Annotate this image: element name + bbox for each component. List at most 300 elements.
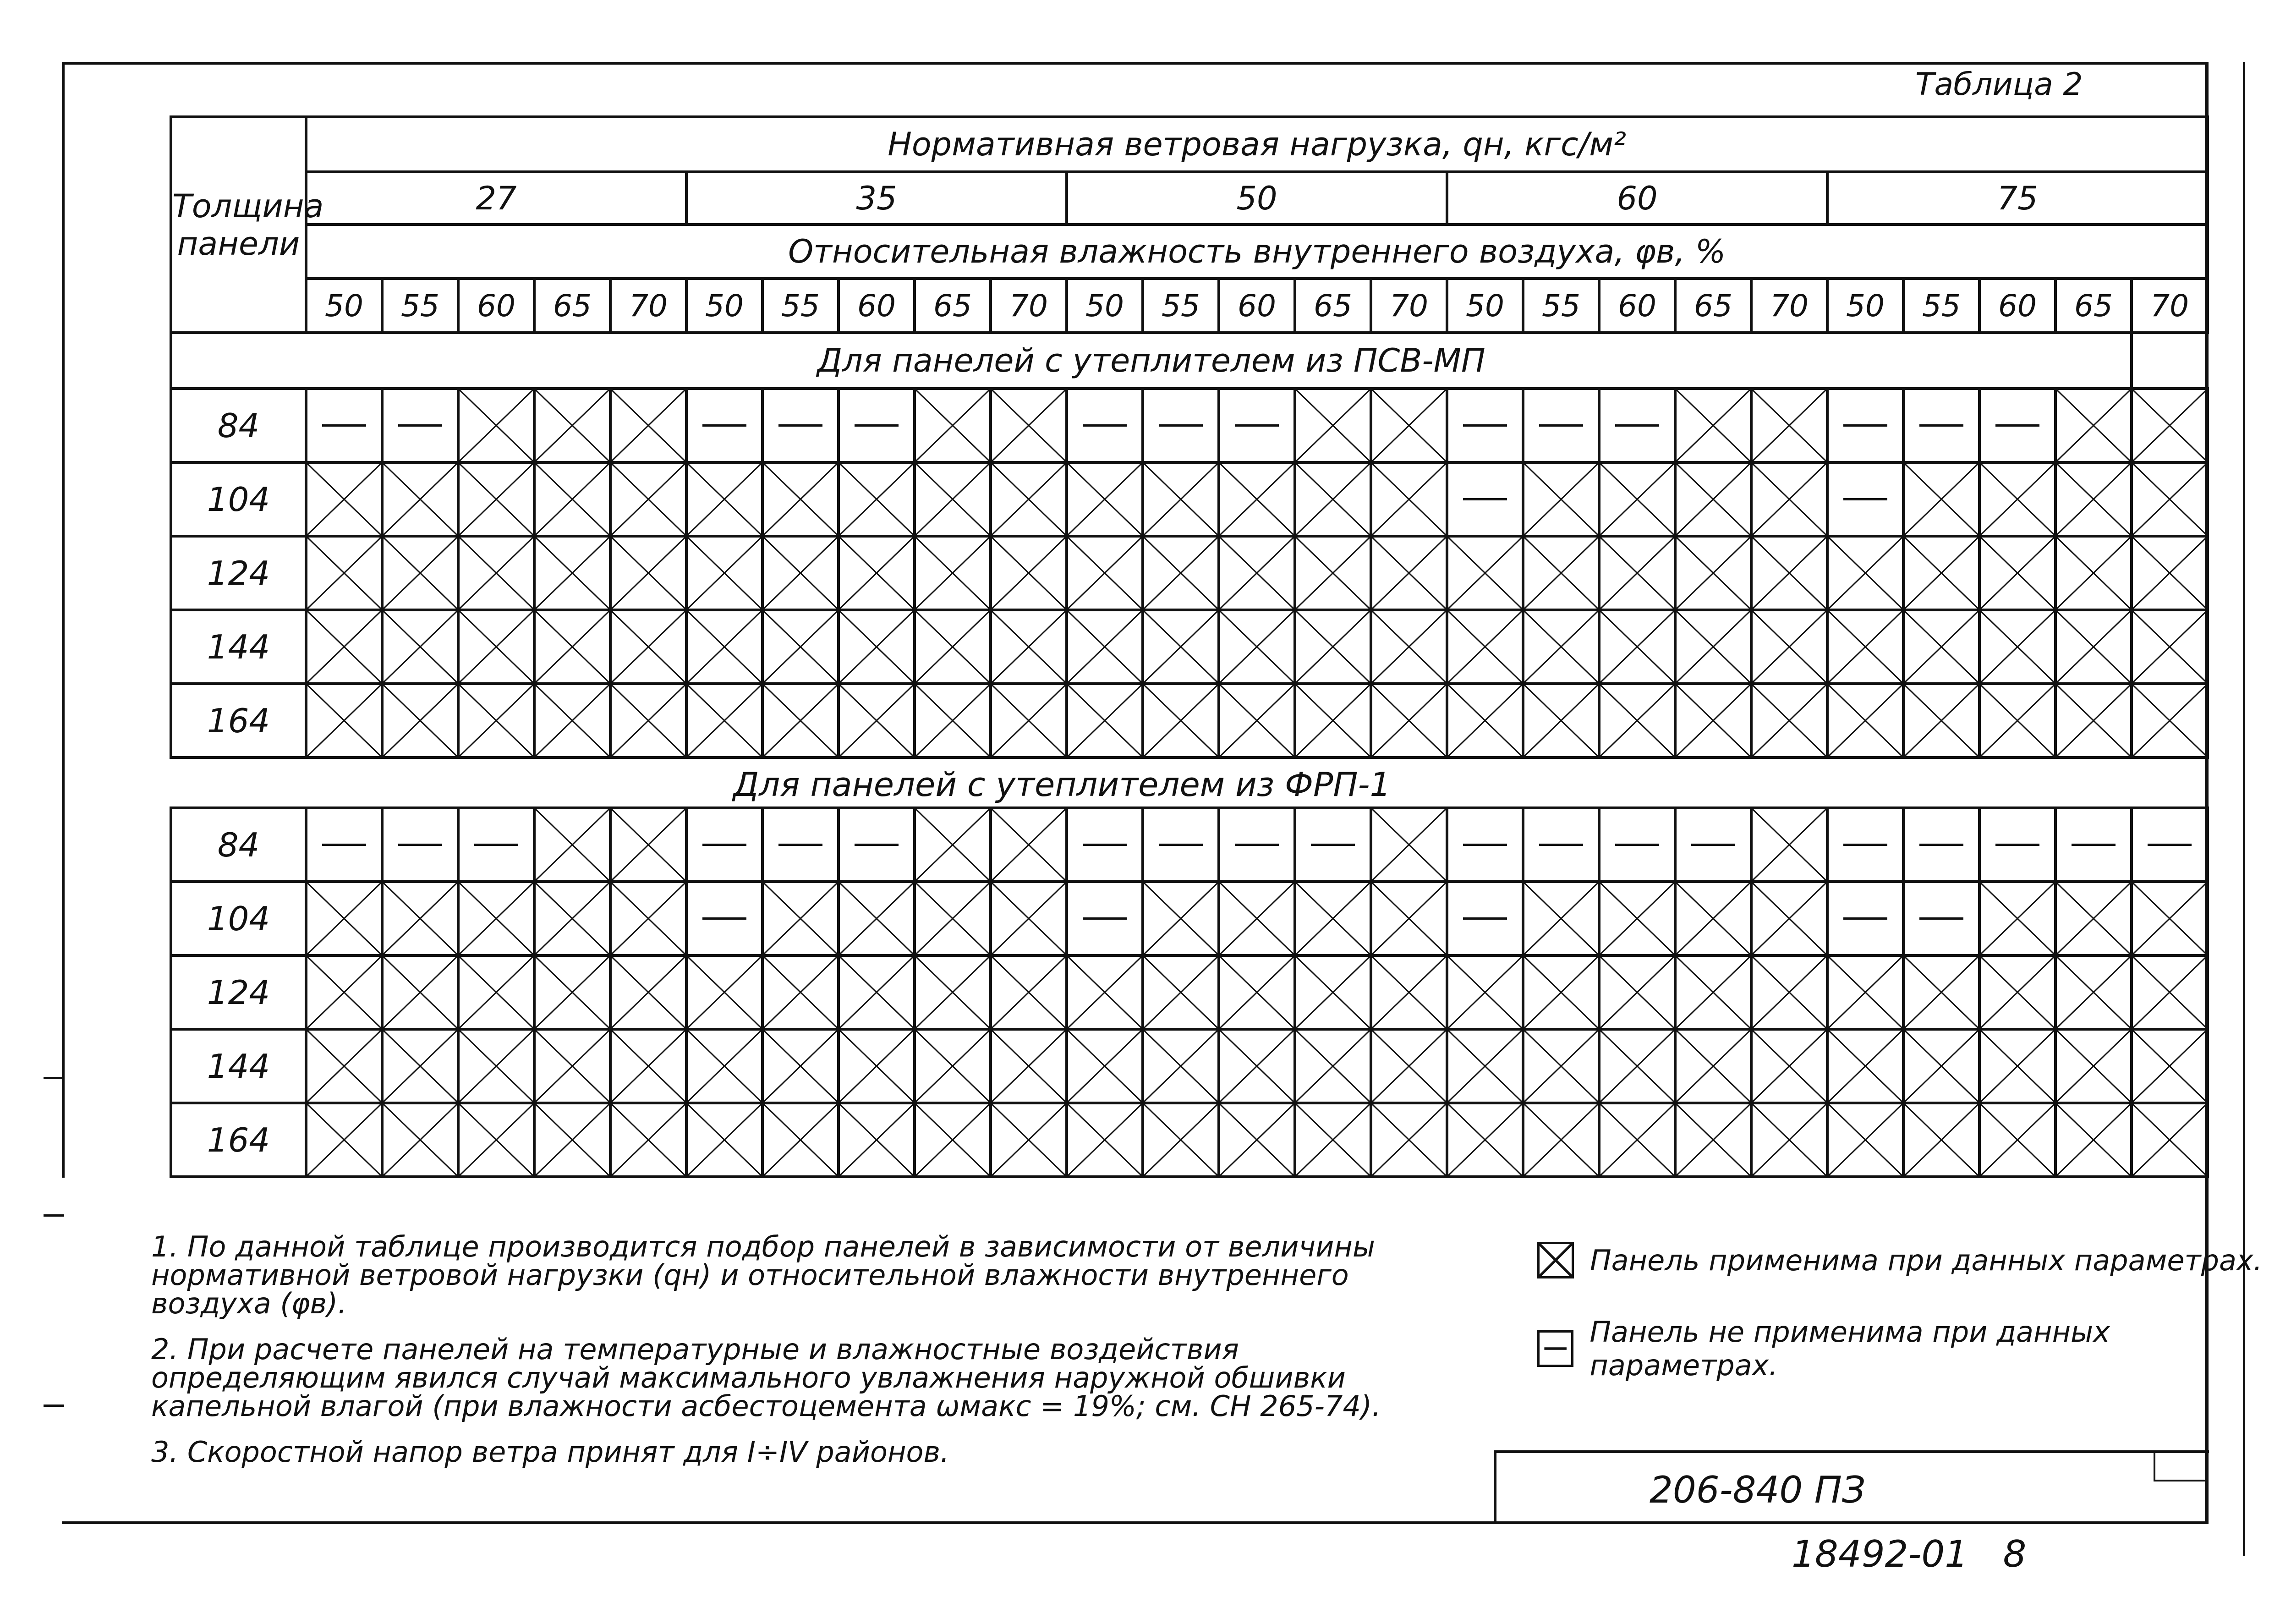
- applicable-cross-icon: [991, 955, 1067, 1029]
- applicable-cross-icon: [991, 462, 1067, 536]
- applicable-cross-icon: [610, 462, 686, 536]
- applicable-cross-icon: [534, 389, 610, 462]
- applicable-cross-icon: [1219, 882, 1295, 955]
- applicable-cross-icon: [1599, 1029, 1675, 1103]
- applicable-cross-icon: [1371, 1103, 1447, 1177]
- not-applicable-dash-icon: [686, 808, 762, 882]
- humidity-value: 70: [1371, 279, 1447, 333]
- not-applicable-dash-icon: [1219, 808, 1295, 882]
- section1-title: Для панелей с утеплителем из ПСВ-МП: [171, 333, 2132, 389]
- applicable-cross-icon: [1523, 1103, 1599, 1177]
- margin-tick: [44, 1077, 64, 1079]
- not-applicable-dash-icon: [1447, 462, 1523, 536]
- applicable-cross-icon: [915, 610, 991, 684]
- applicable-cross-icon: [458, 1103, 534, 1177]
- humidity-value: 60: [1599, 279, 1675, 333]
- applicable-cross-icon: [1903, 684, 1979, 757]
- doc-number-value: 18492-01: [1792, 1533, 1968, 1575]
- not-applicable-dash-icon: [1523, 808, 1599, 882]
- applicable-cross-icon: [610, 808, 686, 882]
- applicable-cross-icon: [1751, 610, 1827, 684]
- applicable-cross-icon: [2132, 1029, 2208, 1103]
- applicable-cross-icon: [1371, 1029, 1447, 1103]
- applicable-cross-icon: [839, 1029, 915, 1103]
- applicable-cross-icon: [458, 1029, 534, 1103]
- applicable-cross-icon: [686, 536, 762, 610]
- panel-thickness: 164: [171, 1103, 306, 1177]
- not-applicable-dash-icon: [2132, 808, 2208, 882]
- applicable-cross-icon: [2132, 536, 2208, 610]
- humidity-value: 55: [762, 279, 839, 333]
- applicable-cross-icon: [1295, 882, 1371, 955]
- applicable-cross-icon: [762, 882, 839, 955]
- applicable-cross-icon: [1067, 1103, 1143, 1177]
- applicable-cross-icon: [915, 955, 991, 1029]
- applicable-cross-icon: [1371, 808, 1447, 882]
- applicable-cross-icon: [1979, 536, 2055, 610]
- applicable-cross-icon: [1751, 1029, 1827, 1103]
- applicable-cross-icon: [1903, 536, 1979, 610]
- table-row: [171, 389, 2208, 462]
- applicable-cross-icon: [1675, 1103, 1751, 1177]
- humidity-value: 60: [458, 279, 534, 333]
- applicable-cross-icon: [1675, 955, 1751, 1029]
- wind-load-value: 75: [1827, 172, 2208, 225]
- panel-thickness: 144: [171, 610, 306, 684]
- not-applicable-dash-icon: [1827, 808, 1903, 882]
- not-applicable-dash-icon: [306, 808, 382, 882]
- not-applicable-dash-icon: [686, 389, 762, 462]
- applicable-cross-icon: [1447, 1103, 1523, 1177]
- applicable-cross-icon: [1751, 955, 1827, 1029]
- applicable-cross-icon: [610, 610, 686, 684]
- applicable-cross-icon: [1751, 462, 1827, 536]
- applicable-cross-icon: [1979, 955, 2055, 1029]
- applicable-cross-icon: [1523, 1029, 1599, 1103]
- applicable-cross-icon: [1751, 389, 1827, 462]
- not-applicable-dash-icon: [2055, 808, 2132, 882]
- applicable-cross-icon: [1447, 1029, 1523, 1103]
- applicable-cross-icon: [839, 610, 915, 684]
- not-applicable-dash-icon: [1447, 389, 1523, 462]
- table-row: [171, 462, 2208, 536]
- applicable-cross-icon: [2132, 462, 2208, 536]
- margin-tick: [44, 1214, 64, 1217]
- applicable-cross-icon: [1599, 882, 1675, 955]
- applicable-cross-icon: [1903, 1029, 1979, 1103]
- applicable-cross-icon: [991, 536, 1067, 610]
- applicable-cross-icon: [458, 955, 534, 1029]
- applicable-cross-icon: [686, 955, 762, 1029]
- applicable-cross-icon: [1067, 684, 1143, 757]
- applicable-cross-icon: [306, 882, 382, 955]
- applicable-cross-icon: [1979, 684, 2055, 757]
- not-applicable-dash-icon: [1067, 808, 1143, 882]
- note-3: 3. Скоростной напор ветра принят для I÷IV районов.: [151, 1435, 949, 1469]
- applicable-cross-icon: [458, 882, 534, 955]
- applicable-cross-icon: [991, 389, 1067, 462]
- applicable-cross-icon: [686, 684, 762, 757]
- applicable-cross-icon: [2055, 882, 2132, 955]
- wind-load-header: Нормативная ветровая нагрузка, qн, кгс/м²: [306, 117, 2208, 172]
- applicable-cross-icon: [1523, 610, 1599, 684]
- applicable-cross-icon: [1447, 610, 1523, 684]
- applicable-cross-icon: [1143, 462, 1219, 536]
- applicable-cross-icon: [1675, 684, 1751, 757]
- applicable-cross-icon: [458, 684, 534, 757]
- applicable-cross-icon: [1219, 1103, 1295, 1177]
- humidity-value: 55: [382, 279, 458, 333]
- humidity-value: 60: [1219, 279, 1295, 333]
- margin-tick: [44, 1405, 64, 1407]
- applicable-cross-icon: [1599, 610, 1675, 684]
- not-applicable-dash-icon: [1903, 882, 1979, 955]
- applicable-cross-icon: [1295, 536, 1371, 610]
- dash-box-icon: [1537, 1330, 1573, 1367]
- applicable-cross-icon: [1371, 389, 1447, 462]
- humidity-value: 65: [1675, 279, 1751, 333]
- applicable-cross-icon: [534, 610, 610, 684]
- not-applicable-dash-icon: [1979, 389, 2055, 462]
- not-applicable-dash-icon: [306, 389, 382, 462]
- applicable-cross-icon: [991, 1029, 1067, 1103]
- applicable-cross-icon: [534, 1029, 610, 1103]
- applicable-cross-icon: [762, 684, 839, 757]
- applicable-cross-icon: [1447, 536, 1523, 610]
- applicable-cross-icon: [1827, 955, 1903, 1029]
- applicable-cross-icon: [610, 1029, 686, 1103]
- applicable-cross-icon: [762, 1029, 839, 1103]
- applicable-cross-icon: [1295, 1029, 1371, 1103]
- applicable-cross-icon: [382, 955, 458, 1029]
- applicable-cross-icon: [458, 610, 534, 684]
- panel-thickness: 144: [171, 1029, 306, 1103]
- applicable-cross-icon: [1903, 462, 1979, 536]
- applicable-cross-icon: [1903, 610, 1979, 684]
- applicable-cross-icon: [686, 1029, 762, 1103]
- applicable-cross-icon: [762, 536, 839, 610]
- applicable-cross-icon: [610, 536, 686, 610]
- applicable-cross-icon: [1295, 955, 1371, 1029]
- not-applicable-dash-icon: [1599, 389, 1675, 462]
- applicable-cross-icon: [991, 1103, 1067, 1177]
- humidity-value: 50: [306, 279, 382, 333]
- applicable-cross-icon: [534, 808, 610, 882]
- table-row: [171, 808, 2208, 882]
- applicable-cross-icon: [610, 389, 686, 462]
- panel-thickness: 84: [171, 389, 306, 462]
- panel-thickness: 104: [171, 882, 306, 955]
- applicable-cross-icon: [382, 462, 458, 536]
- applicable-cross-icon: [1599, 1103, 1675, 1177]
- not-applicable-dash-icon: [1295, 808, 1371, 882]
- applicable-cross-icon: [610, 684, 686, 757]
- table-row: [171, 1103, 2208, 1177]
- legend-applicable: [1537, 1242, 2262, 1278]
- applicable-cross-icon: [1751, 684, 1827, 757]
- applicable-cross-icon: [1675, 610, 1751, 684]
- applicable-cross-icon: [306, 536, 382, 610]
- notes: [151, 1230, 1388, 1484]
- applicable-cross-icon: [915, 684, 991, 757]
- applicable-cross-icon: [1903, 955, 1979, 1029]
- applicable-cross-icon: [1143, 955, 1219, 1029]
- panel-thickness: 104: [171, 462, 306, 536]
- applicable-cross-icon: [2055, 955, 2132, 1029]
- humidity-value: 70: [1751, 279, 1827, 333]
- applicable-cross-icon: [1979, 882, 2055, 955]
- applicable-cross-icon: [534, 882, 610, 955]
- applicable-cross-icon: [1295, 462, 1371, 536]
- table-section-2: [170, 807, 2209, 1178]
- applicable-cross-icon: [2132, 882, 2208, 955]
- applicable-cross-icon: [839, 1103, 915, 1177]
- cross-box-icon: [1537, 1242, 1574, 1278]
- not-applicable-dash-icon: [1827, 462, 1903, 536]
- applicable-cross-icon: [1295, 610, 1371, 684]
- applicable-cross-icon: [1067, 1029, 1143, 1103]
- table-row: [171, 610, 2208, 684]
- humidity-value: 50: [1067, 279, 1143, 333]
- applicable-cross-icon: [534, 1103, 610, 1177]
- applicable-cross-icon: [382, 1103, 458, 1177]
- not-applicable-dash-icon: [762, 389, 839, 462]
- applicable-cross-icon: [1371, 955, 1447, 1029]
- applicable-cross-icon: [2132, 955, 2208, 1029]
- not-applicable-dash-icon: [686, 882, 762, 955]
- applicable-cross-icon: [1219, 610, 1295, 684]
- not-applicable-dash-icon: [1067, 389, 1143, 462]
- applicable-cross-icon: [839, 536, 915, 610]
- applicable-cross-icon: [2055, 462, 2132, 536]
- table-row: [171, 684, 2208, 757]
- humidity-value: 70: [991, 279, 1067, 333]
- applicable-cross-icon: [1067, 955, 1143, 1029]
- table-row: [171, 536, 2208, 610]
- applicable-cross-icon: [1675, 1029, 1751, 1103]
- applicable-cross-icon: [1067, 610, 1143, 684]
- wind-load-value: 60: [1447, 172, 1827, 225]
- applicable-cross-icon: [915, 1029, 991, 1103]
- applicable-cross-icon: [1371, 536, 1447, 610]
- applicable-cross-icon: [762, 462, 839, 536]
- applicable-cross-icon: [382, 610, 458, 684]
- not-applicable-dash-icon: [1143, 808, 1219, 882]
- not-applicable-dash-icon: [1827, 389, 1903, 462]
- not-applicable-dash-icon: [1523, 389, 1599, 462]
- not-applicable-dash-icon: [1599, 808, 1675, 882]
- humidity-value: 55: [1143, 279, 1219, 333]
- applicable-cross-icon: [1827, 1029, 1903, 1103]
- applicable-cross-icon: [1827, 536, 1903, 610]
- humidity-value: 65: [2055, 279, 2132, 333]
- wind-load-value: 27: [306, 172, 686, 225]
- table-section-1: [170, 115, 2209, 759]
- applicable-cross-icon: [991, 610, 1067, 684]
- applicable-cross-icon: [1523, 882, 1599, 955]
- applicable-cross-icon: [1371, 462, 1447, 536]
- not-applicable-dash-icon: [1447, 808, 1523, 882]
- applicable-cross-icon: [534, 536, 610, 610]
- applicable-cross-icon: [915, 536, 991, 610]
- applicable-cross-icon: [762, 955, 839, 1029]
- applicable-cross-icon: [1143, 1029, 1219, 1103]
- not-applicable-dash-icon: [1067, 882, 1143, 955]
- applicable-cross-icon: [1827, 610, 1903, 684]
- applicable-cross-icon: [1295, 684, 1371, 757]
- humidity-value: 50: [1447, 279, 1523, 333]
- not-applicable-dash-icon: [1143, 389, 1219, 462]
- applicable-cross-icon: [306, 462, 382, 536]
- applicable-cross-icon: [1751, 1103, 1827, 1177]
- applicable-cross-icon: [1447, 684, 1523, 757]
- applicable-cross-icon: [1219, 1029, 1295, 1103]
- applicable-cross-icon: [1371, 882, 1447, 955]
- applicable-cross-icon: [1219, 955, 1295, 1029]
- applicable-cross-icon: [686, 462, 762, 536]
- not-applicable-dash-icon: [1675, 808, 1751, 882]
- applicable-cross-icon: [534, 955, 610, 1029]
- legend-not-applicable-text: Панель не применима при данных параметрах.: [1589, 1315, 2110, 1382]
- applicable-cross-icon: [1447, 955, 1523, 1029]
- applicable-cross-icon: [991, 808, 1067, 882]
- table-label: Таблица 2: [1915, 66, 2083, 103]
- table-row: [171, 882, 2208, 955]
- humidity-value: 55: [1523, 279, 1599, 333]
- applicable-cross-icon: [1979, 462, 2055, 536]
- applicable-cross-icon: [2055, 1103, 2132, 1177]
- applicable-cross-icon: [2132, 389, 2208, 462]
- applicable-cross-icon: [610, 1103, 686, 1177]
- applicable-cross-icon: [1295, 389, 1371, 462]
- applicable-cross-icon: [1675, 882, 1751, 955]
- humidity-value: 50: [686, 279, 762, 333]
- applicable-cross-icon: [1219, 536, 1295, 610]
- not-applicable-dash-icon: [382, 389, 458, 462]
- legend-not-applicable: [1537, 1315, 2291, 1382]
- applicable-cross-icon: [306, 1029, 382, 1103]
- applicable-cross-icon: [1979, 1029, 2055, 1103]
- not-applicable-dash-icon: [1979, 808, 2055, 882]
- not-applicable-dash-icon: [762, 808, 839, 882]
- applicable-cross-icon: [1371, 610, 1447, 684]
- applicable-cross-icon: [382, 684, 458, 757]
- humidity-value: 60: [839, 279, 915, 333]
- applicable-cross-icon: [1219, 462, 1295, 536]
- applicable-cross-icon: [1599, 536, 1675, 610]
- applicable-cross-icon: [2132, 610, 2208, 684]
- applicable-cross-icon: [1675, 536, 1751, 610]
- applicable-cross-icon: [686, 610, 762, 684]
- applicable-cross-icon: [610, 955, 686, 1029]
- applicable-cross-icon: [382, 1029, 458, 1103]
- not-applicable-dash-icon: [1219, 389, 1295, 462]
- applicable-cross-icon: [839, 684, 915, 757]
- applicable-cross-icon: [991, 684, 1067, 757]
- table-row: [171, 1029, 2208, 1103]
- applicable-cross-icon: [382, 536, 458, 610]
- applicable-cross-icon: [1751, 536, 1827, 610]
- not-applicable-dash-icon: [382, 808, 458, 882]
- applicable-cross-icon: [306, 610, 382, 684]
- note-2: 2. При расчете панелей на температурные и влажностные воздействия определяющим явился случай максимального увлажнения наружной обшивки капельной влагой (при влажности асбестоцемента ωмакс = 19%; см. СН 265-74).: [151, 1333, 1381, 1423]
- panel-thickness: 164: [171, 684, 306, 757]
- note-1: 1. По данной таблице производится подбор панелей в зависимости от величины нормативной ветровой нагрузки (qн) и относительной влажности внутреннего воздуха (φв).: [151, 1230, 1375, 1320]
- applicable-cross-icon: [1523, 536, 1599, 610]
- sheet-number: 8: [2003, 1533, 2027, 1575]
- applicable-cross-icon: [2055, 610, 2132, 684]
- applicable-cross-icon: [458, 536, 534, 610]
- humidity-header: Относительная влажность внутреннего воздуха, φв, %: [306, 225, 2208, 279]
- applicable-cross-icon: [1599, 684, 1675, 757]
- applicable-cross-icon: [1979, 610, 2055, 684]
- frame-left-border: [62, 62, 65, 1178]
- panel-thickness: 124: [171, 536, 306, 610]
- wind-load-value: 35: [686, 172, 1067, 225]
- applicable-cross-icon: [686, 1103, 762, 1177]
- section2-title: Для панелей с утеплителем из ФРП-1: [733, 765, 1391, 804]
- humidity-value: 70: [610, 279, 686, 333]
- applicable-cross-icon: [1067, 536, 1143, 610]
- applicable-cross-icon: [1675, 389, 1751, 462]
- applicable-cross-icon: [1219, 684, 1295, 757]
- applicable-cross-icon: [1599, 955, 1675, 1029]
- applicable-cross-icon: [382, 882, 458, 955]
- applicable-cross-icon: [1827, 1103, 1903, 1177]
- applicable-cross-icon: [1599, 462, 1675, 536]
- applicable-cross-icon: [306, 684, 382, 757]
- wind-load-value: 50: [1067, 172, 1447, 225]
- applicable-cross-icon: [1979, 1103, 2055, 1177]
- frame-top-border: [62, 62, 2206, 65]
- applicable-cross-icon: [1523, 462, 1599, 536]
- panel-thickness: 124: [171, 955, 306, 1029]
- thickness-header: Толщина панели: [171, 117, 306, 333]
- humidity-value: 50: [1827, 279, 1903, 333]
- applicable-cross-icon: [2132, 684, 2208, 757]
- applicable-cross-icon: [2055, 389, 2132, 462]
- applicable-cross-icon: [306, 1103, 382, 1177]
- humidity-value: 60: [1979, 279, 2055, 333]
- drawing-code: 206-840 ПЗ: [1650, 1469, 1866, 1511]
- not-applicable-dash-icon: [839, 808, 915, 882]
- applicable-cross-icon: [915, 882, 991, 955]
- applicable-cross-icon: [2055, 684, 2132, 757]
- humidity-value: 65: [534, 279, 610, 333]
- applicable-cross-icon: [534, 462, 610, 536]
- applicable-cross-icon: [1903, 1103, 1979, 1177]
- not-applicable-dash-icon: [1903, 808, 1979, 882]
- applicable-cross-icon: [839, 955, 915, 1029]
- applicable-cross-icon: [1751, 808, 1827, 882]
- applicable-cross-icon: [610, 882, 686, 955]
- applicable-cross-icon: [1143, 1103, 1219, 1177]
- applicable-cross-icon: [2132, 1103, 2208, 1177]
- applicable-cross-icon: [839, 882, 915, 955]
- applicable-cross-icon: [1143, 610, 1219, 684]
- not-applicable-dash-icon: [1447, 882, 1523, 955]
- sheet-mark: [2154, 1450, 2206, 1481]
- applicable-cross-icon: [534, 684, 610, 757]
- applicable-cross-icon: [1143, 684, 1219, 757]
- applicable-cross-icon: [1067, 462, 1143, 536]
- applicable-cross-icon: [839, 462, 915, 536]
- applicable-cross-icon: [1523, 684, 1599, 757]
- humidity-value: 55: [1903, 279, 1979, 333]
- applicable-cross-icon: [915, 389, 991, 462]
- applicable-cross-icon: [1295, 1103, 1371, 1177]
- humidity-value: 65: [915, 279, 991, 333]
